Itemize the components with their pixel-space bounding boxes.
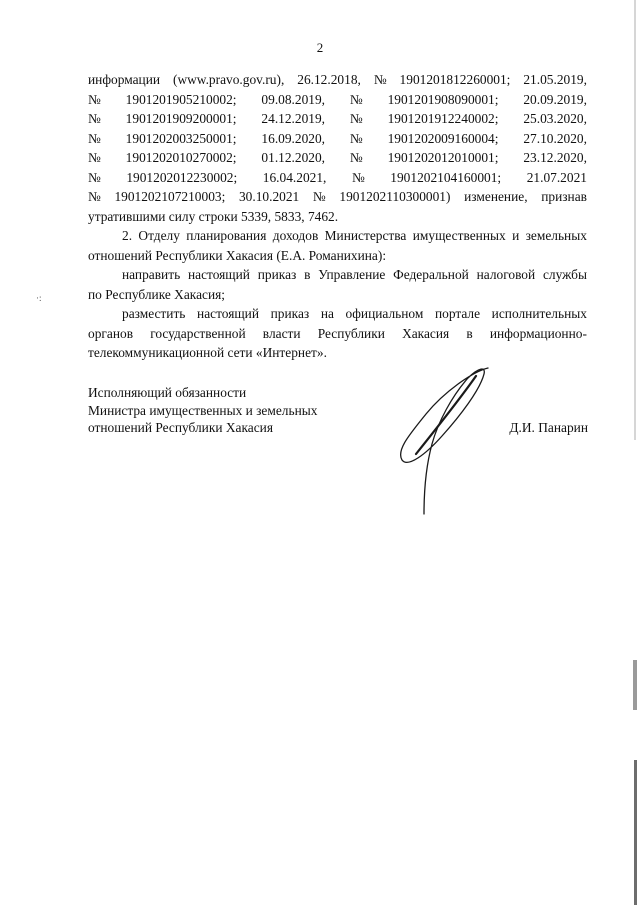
text-line: № 1901202012230002; 16.04.2021, № 1901202104160001; 21.07.2021 — [88, 169, 587, 185]
signatory-position — [88, 384, 317, 437]
position-line: отношений Республики Хакасия — [88, 420, 273, 435]
paragraph-item-2 — [88, 226, 587, 265]
text-line: органов государственной власти Республики Хакасия в информационно- — [88, 325, 587, 341]
margin-mark: ·: — [36, 293, 42, 303]
position-line: Министра имущественных и земельных — [88, 402, 318, 418]
scan-edge-artifact — [633, 0, 640, 905]
text-line: № 1901201909200001; 24.12.2019, № 1901201912240002; 25.03.2020, — [88, 111, 587, 126]
page-number: 2 — [316, 40, 324, 55]
text-line: № 1901202107210003; 30.10.2021 № 1901202110300001) изменение, признав — [88, 189, 587, 204]
text-line: 2. Отделу планирования доходов Министерства имущественных и земельных — [122, 228, 587, 243]
text-line: № 1901201905210002; 09.08.2019, № 1901201908090001; 20.09.2019, — [88, 91, 587, 107]
paragraph-publish-order — [88, 304, 587, 363]
text-line: направить настоящий приказ в Управление Федеральной налоговой службы — [122, 267, 587, 282]
position-line: Исполняющий обязанности — [88, 385, 247, 400]
text-line: информации (www.pravo.gov.ru), 26.12.2018, № 1901201812260001; 21.05.2019, — [88, 72, 587, 87]
paragraph-send-order — [88, 265, 587, 304]
handwritten-signature — [380, 362, 500, 522]
text-line: № 1901202003250001; 16.09.2020, № 1901202009160004; 27.10.2020, — [88, 130, 587, 146]
text-line: разместить настоящий приказ на официальном портале исполнительных — [122, 306, 587, 321]
text-line: телекоммуникационной сети «Интернет». — [88, 345, 327, 360]
document-body — [88, 70, 587, 363]
paragraph-amendment-references — [88, 70, 587, 226]
signer-name: Д.И. Панарин — [509, 420, 588, 435]
text-line: утратившими силу строки 5339, 5833, 7462. — [88, 208, 339, 224]
text-line: № 1901202010270002; 01.12.2020, № 1901202012010001; 23.12.2020, — [88, 150, 587, 165]
text-line: отношений Республики Хакасия (Е.А. Романихина): — [88, 247, 387, 263]
text-line: по Республике Хакасия; — [88, 286, 226, 302]
